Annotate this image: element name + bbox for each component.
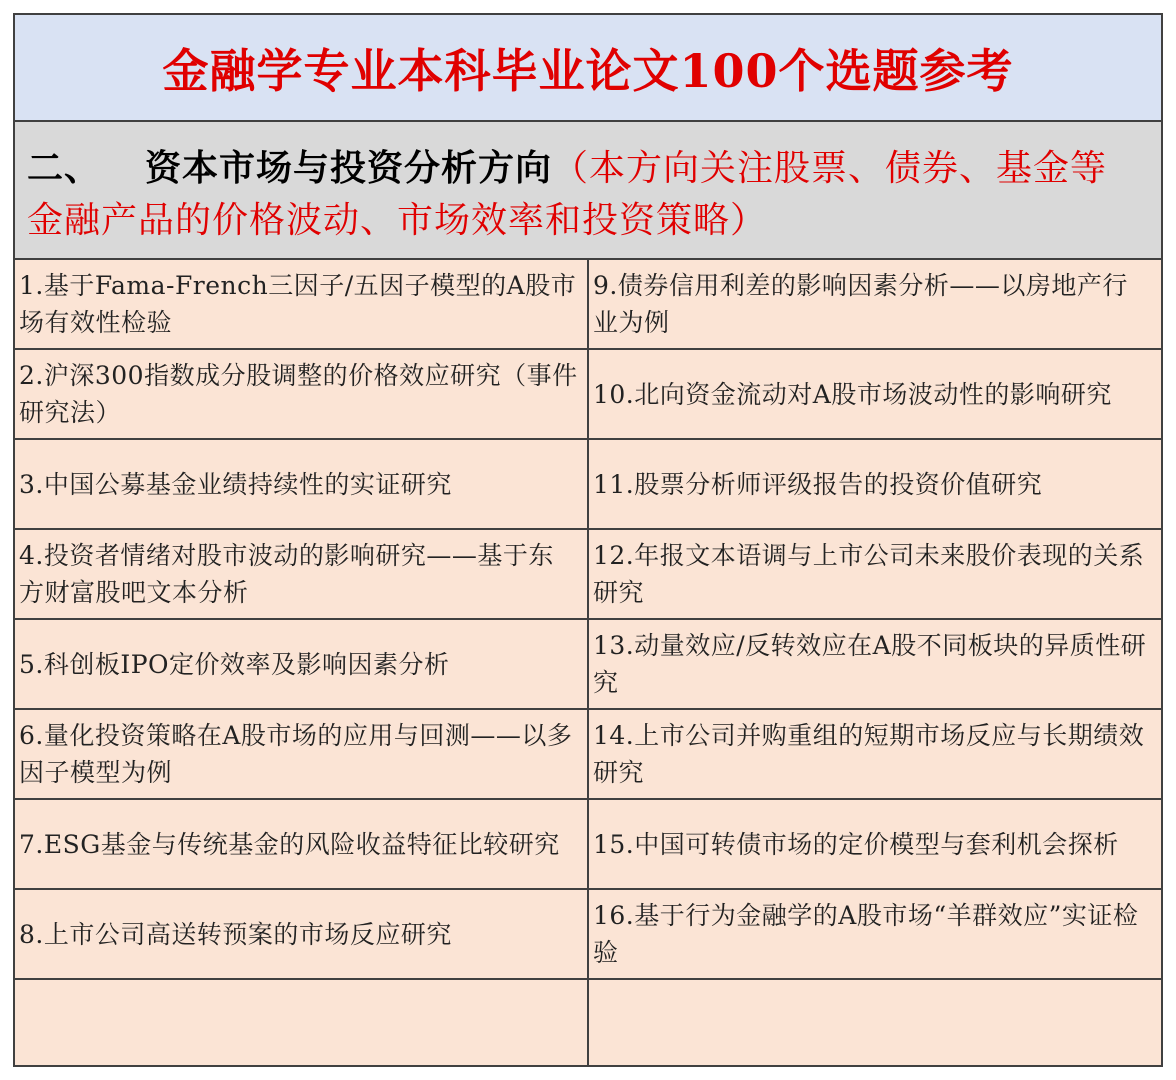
topic-text: 11.股票分析师评级报告的投资价值研究 [593,469,1043,499]
topic-text: 10.北向资金流动对A股市场波动性的影响研究 [593,379,1112,409]
topic-text: 3.中国公募基金业绩持续性的实证研究 [19,469,452,499]
topic-cell [15,260,587,350]
topic-table [13,13,1163,1067]
topic-text: 8.上市公司高送转预案的市场反应研究 [19,919,452,949]
topic-text: 1.基于Fama-French三因子/五因子模型的A股市场有效性检验 [19,271,577,337]
topic-text: 6.量化投资策略在A股市场的应用与回测——以多因子模型为例 [19,721,573,787]
topic-cell [589,260,1161,350]
topic-text: 7.ESG基金与传统基金的风险收益特征比较研究 [19,829,560,859]
section-title: 资本市场与投资分析方向 [145,147,553,189]
title-row [15,15,1161,122]
page-title: 金融学专业本科毕业论文100个选题参考 [162,43,1014,98]
topic-cell [15,710,587,800]
topic-column-left [15,260,589,1065]
section-header [15,122,1161,260]
topic-column-right [589,260,1161,1065]
topic-cell [589,530,1161,620]
topic-text: 13.动量效应/反转效应在A股不同板块的异质性研究 [593,631,1147,697]
topic-cell [589,710,1161,800]
topic-cell [15,440,587,530]
topic-text: 12.年报文本语调与上市公司未来股价表现的关系研究 [593,541,1145,607]
topic-text: 16.基于行为金融学的A股市场“羊群效应”实证检验 [593,901,1139,967]
topic-text: 15.中国可转债市场的定价模型与套利机会探析 [593,829,1119,859]
topic-text: 14.上市公司并购重组的短期市场反应与长期绩效研究 [593,721,1145,787]
topic-cell [589,890,1161,980]
topic-cell [589,620,1161,710]
topic-cell [589,350,1161,440]
section-note: （本方向关注股票、债券、基金等金融产品的价格波动、市场效率和投资策略） [27,148,1108,241]
topic-cell [15,350,587,440]
topic-cell [15,530,587,620]
topic-text: 9.债券信用利差的影响因素分析——以房地产行业为例 [593,271,1128,337]
topic-text: 4.投资者情绪对股市波动的影响研究——基于东方财富股吧文本分析 [19,541,554,607]
topic-grid [15,260,1161,1065]
topic-cell [15,800,587,890]
topic-text: 5.科创板IPO定价效率及影响因素分析 [19,649,450,679]
topic-text: 2.沪深300指数成分股调整的价格效应研究（事件研究法） [19,361,578,427]
topic-cell [15,890,587,980]
topic-cell [589,800,1161,890]
empty-cell [15,980,587,1065]
empty-cell [589,980,1161,1065]
topic-cell [15,620,587,710]
section-number: 二、 [27,147,102,189]
topic-cell [589,440,1161,530]
